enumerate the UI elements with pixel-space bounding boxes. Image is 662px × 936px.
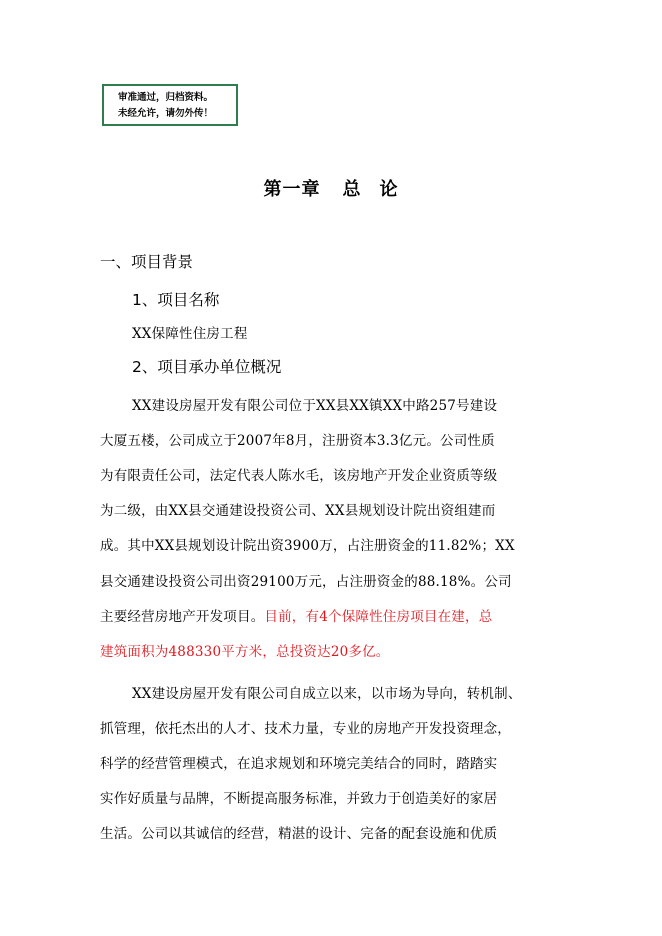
paragraph-2-line-5: 生活。公司以其诚信的经营，精湛的设计、完备的配套设施和优质	[100, 826, 498, 842]
highlight-text: 目前，有4个保障性住房项目在建，总	[264, 609, 493, 625]
paragraph-1-line-3: 为有限责任公司，法定代表人陈水毛，该房地产开发企业资质等级	[100, 468, 498, 484]
paragraph-2-line-2: 抓管理，依托杰出的人才、技术力量，专业的房地产开发投资理念，	[100, 721, 511, 737]
subsection-heading-2: 2、项目承办单位概况	[132, 358, 282, 376]
paragraph-1-line-7-text: 主要经营房地产开发项目。	[100, 609, 265, 625]
paragraph-2-line-1: XX建设房屋开发有限公司自成立以来，以市场为导向，转机制、	[132, 686, 522, 702]
stamp-line-2: 未经允许，请勿外传！	[118, 108, 214, 119]
chapter-title	[0, 175, 662, 201]
paragraph-1-line-2: 大厦五楼，公司成立于2007年8月，注册资本3.3亿元。公司性质	[100, 433, 495, 449]
paragraph-1-line-7	[100, 605, 492, 625]
paragraph-2-line-4: 实作好质量与品牌，不断提高服务标准，并致力于创造美好的家居	[100, 791, 498, 807]
subsection-heading-1: 1、项目名称	[132, 291, 220, 309]
stamp-line-1: 审准通过，归档资料。	[118, 92, 214, 103]
chapter-title-part-2: 总	[342, 179, 362, 200]
paragraph-2-line-3: 科学的经营管理模式，在追求规划和环境完美结合的同时，踏踏实	[100, 756, 498, 772]
archive-stamp	[102, 84, 238, 126]
paragraph-1-line-8-highlight: 建筑面积为488330平方米，总投资达20多亿。	[100, 644, 390, 660]
project-name-text: XX保障性住房工程	[132, 326, 248, 342]
chapter-title-part-1: 第一章	[263, 179, 321, 200]
chapter-title-part-3: 论	[379, 179, 399, 200]
paragraph-1-line-6: 县交通建设投资公司出资29100万元，占注册资金的88.18%。公司	[100, 574, 512, 590]
section-heading: 一、项目背景	[100, 253, 194, 271]
paragraph-1-line-1: XX建设房屋开发有限公司位于XX县XX镇XX中路257号建设	[132, 398, 498, 414]
paragraph-1-line-4: 为二级，由XX县交通建设投资公司、XX县规划设计院出资组建而	[100, 503, 496, 519]
paragraph-1-line-5: 成。其中XX县规划设计院出资3900万，占注册资金的11.82%；XX	[100, 538, 515, 554]
